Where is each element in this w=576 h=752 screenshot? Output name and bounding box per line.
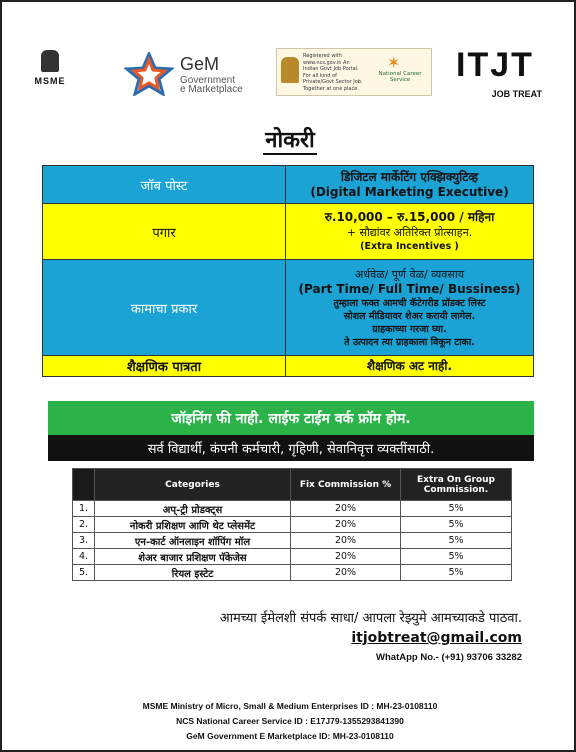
table-header-cell: Fix Commission % [291,469,401,501]
logo-strip [30,46,550,102]
work-type-value-line: ते उत्पादन त्या ग्राहकाला विकून टाका. [344,336,475,348]
gem-star-icon [124,52,174,96]
salary-value-line: + सौद्यांवर अतिरिक्त प्रोत्साहन. [346,226,473,239]
table-row [73,517,512,533]
work-type-value [286,260,533,355]
table-cell: 4. [73,549,95,565]
ncs-label: National Career Service [378,71,422,83]
table-cell: 20% [291,517,401,533]
no-fee-banner: जॉइनिंग फी नाही. लाईफ टाईम वर्क फ्रॉम होम. [48,401,534,435]
seal-icon [281,57,299,83]
gem-subtitle [180,76,243,94]
table-cell: अप्-ट्री प्रोडक्ट्स [95,501,291,517]
table-cell: 5% [401,533,512,549]
work-type-value-line: (Part Time/ Full Time/ Bussiness) [298,281,521,296]
itjt-tagline: JOB TREAT [491,89,542,99]
table-header-cell: Extra On Group Commission. [401,469,512,501]
table-header-cell: Categories [95,469,291,501]
gem-subtitle-line1: Government [180,75,236,86]
page-title [2,124,576,154]
table-row [73,565,512,581]
footer-line: NCS National Career Service ID : E17J79-1355293841390 [176,716,404,726]
education-label: शैक्षणिक पात्रता [43,356,286,376]
footer-line: MSME Ministry of Micro, Small & Medium Enterprises ID : MH-23-0108110 [142,701,438,711]
salary-label: पगार [43,204,286,259]
msme-logo [30,50,70,100]
table-row [73,533,512,549]
table-cell: 20% [291,565,401,581]
work-type-value-line: अर्धवेळ/ पूर्ण वेळ/ व्यवसाय [354,267,465,281]
work-type-label: कामाचा प्रकार [43,260,286,355]
table-cell: 2. [73,517,95,533]
ncs-text: Registered with www.ncs.gov.in An Indian Govt Job Portal. For all kind of Private/Govt Sector Job. Together at one place. [303,53,363,92]
table-cell: रियल इस्टेट [95,565,291,581]
footer-line: GeM Government E Marketplace ID: MH-23-0108110 [186,731,394,741]
table-cell: नोकरी प्रशिक्षण आणि थेट प्लेसमेंट [95,517,291,533]
post-value-line: (Digital Marketing Executive) [310,184,509,199]
salary-value-line: (Extra Incentives ) [360,241,459,252]
post-label: जॉब पोस्ट [43,166,286,203]
ncs-star-icon: ✶ [387,53,401,72]
table-cell: एन-कार्ट ऑनलाइन शॉपिंग मॉल [95,533,291,549]
whatsapp-number: WhatApp No.- (+91) 93706 33282 [376,652,522,663]
work-type-value-line: ग्राहकाच्या गरजा घ्या. [372,323,447,335]
table-cell: 3. [73,533,95,549]
post-value-line: डिजिटल मार्केटिंग एक्झिक्युटिव्ह [340,169,479,184]
page-title-text: नोकरी [265,128,315,153]
ncs-logo [276,48,432,96]
salary-value-line: रु.10,000 – रु.15,000 / महिना [324,210,495,224]
gem-subtitle-line2: e Marketplace [180,84,243,95]
commission-table [72,468,512,581]
job-info-grid [42,165,534,377]
table-cell: 20% [291,501,401,517]
info-row-salary [43,204,533,260]
email-link[interactable]: itjobtreat@gmail.com [351,630,522,646]
table-cell: शेअर बाजार प्रशिक्षण पॅकेजेस [95,549,291,565]
table-row [73,549,512,565]
info-row-post [43,166,533,204]
table-header-cell [73,469,95,501]
table-cell: 1. [73,501,95,517]
table-row [73,501,512,517]
salary-value [286,204,533,259]
table-cell: 5% [401,565,512,581]
emblem-icon [41,50,59,72]
post-value [286,166,533,203]
msme-logo-text: MSME [34,76,66,86]
gem-logo [124,52,254,96]
contact-text: आमच्या ईमेलशी संपर्क साधा/ आपला रेझ्युमे आमच्याकडे पाठवा. [219,611,522,626]
table-cell: 5% [401,517,512,533]
table-cell: 5. [73,565,95,581]
table-cell: 20% [291,549,401,565]
table-cell: 5% [401,501,512,517]
audience-banner: सर्व विद्यार्थी, कंपनी कर्मचारी, गृहिणी, सेवानिवृत्त व्यक्तींसाठी. [48,435,534,461]
work-type-value-line: सोशल मीडियावर शेअर करायी लागेल. [343,310,476,322]
info-row-education [43,356,533,376]
work-type-value-line: तुम्हाला फक्त आमची कॅटेगरीड प्रॉडक्ट लिस्ट [333,297,486,309]
itjt-logo-text: ITJT [456,46,534,84]
table-header-row [73,469,512,501]
info-row-work-type [43,260,533,356]
gem-title: GeM [180,54,220,74]
itjt-logo [440,46,550,99]
table-cell: 5% [401,549,512,565]
table-cell: 20% [291,533,401,549]
education-value: शैक्षणिक अट नाही. [286,356,533,376]
registration-footer [2,699,576,744]
